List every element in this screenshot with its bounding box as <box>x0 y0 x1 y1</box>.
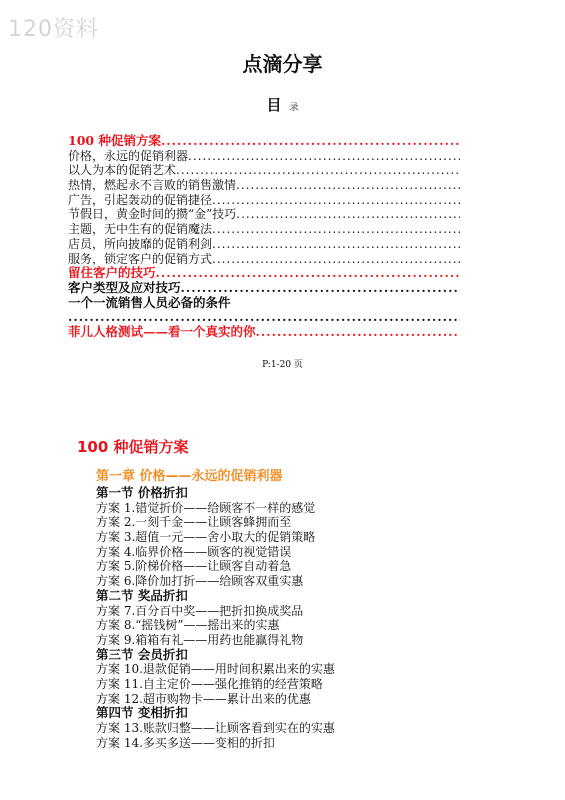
toc-entry <box>68 193 460 208</box>
plan-entry: 方案 5.阶梯价格——让顾客自动着急 <box>96 559 292 574</box>
toc-entry <box>68 178 460 193</box>
plan-entry: 方案 3.超值一元——舍小取大的促销策略 <box>96 530 316 545</box>
toc-entry <box>68 149 460 164</box>
toc-leader-dots <box>181 281 460 296</box>
toc-entry-label: 店员，所向披靡的促销利剑 <box>68 236 213 251</box>
section-heading: 第三节 会员折扣 <box>96 646 188 662</box>
toc-entry-label: 留住客户的技巧 <box>68 266 156 281</box>
toc-leader-dots <box>68 310 460 325</box>
toc-entry-label: 服务，锁定客户的促销方式 <box>68 251 213 266</box>
plan-entry: 方案 4.临界价格——顾客的视觉错误 <box>96 544 292 559</box>
toc-leader-dots <box>212 252 460 267</box>
toc-entry-label: 100 种促销方案 <box>68 134 161 148</box>
plan-entry: 方案 1.错觉折价——给顾客不一样的感觉 <box>96 500 316 515</box>
plan-entry: 方案 10.退款促销——用时间积累出来的实惠 <box>96 662 335 677</box>
plan-entry: 方案 7.百分百中奖——把折扣换成奖品 <box>96 603 304 618</box>
chapter-title: 第一章 价格——永远的促销利器 <box>96 469 283 484</box>
toc-entry <box>68 163 460 178</box>
toc-entry <box>68 134 460 149</box>
toc-entry-label: 菲儿人格测试——看一个真实的你 <box>68 324 256 339</box>
plan-entry: 方案 6.降价加打折——给顾客双重实惠 <box>96 574 304 589</box>
section-heading: 第四节 变相折扣 <box>96 705 188 721</box>
toc-leader-dots <box>176 163 460 178</box>
section-title: 100 种促销方案 <box>77 438 189 456</box>
toc-leader-dots <box>212 237 460 252</box>
plan-list <box>96 468 335 750</box>
toc-entry-label: 一个一流销售人员必备的条件 <box>68 295 231 310</box>
toc-entry-label: 热情，燃起永不言败的销售激情 <box>68 178 237 193</box>
plan-entry: 方案 2.一刻千金——让顾客蜂拥而至 <box>96 515 292 530</box>
toc-entry <box>68 207 460 222</box>
toc-leader-dots <box>236 207 460 222</box>
toc-leader-dots <box>161 134 460 149</box>
watermark: 120资料 <box>8 17 99 42</box>
toc-leader-dots <box>212 193 460 208</box>
table-of-contents <box>68 134 460 340</box>
toc-entry-label: 主题，无中生有的促销魔法 <box>68 222 213 237</box>
toc-heading-small: 录 <box>289 103 299 113</box>
toc-entry-label: 广告，引起轰动的促销捷径 <box>68 192 213 207</box>
section-heading: 第一节 价格折扣 <box>96 485 188 500</box>
toc-entry <box>68 266 460 281</box>
toc-entry <box>68 296 460 311</box>
toc-entry <box>68 281 460 296</box>
toc-entry <box>68 252 460 267</box>
plan-entry: 方案 9.箱箱有礼——用药也能赢得礼物 <box>96 632 304 647</box>
plan-entry: 方案 8.“摇钱树”——摇出来的实惠 <box>96 618 280 633</box>
toc-entry-label: 节假日，黄金时间的攒“金”技巧 <box>68 207 237 222</box>
toc-entry-label: 客户类型及应对技巧 <box>68 280 181 295</box>
toc-leader-dots <box>156 266 460 281</box>
toc-entry <box>68 325 460 340</box>
toc-entry <box>68 222 460 237</box>
plan-entry: 方案 13.账款归整——让顾客看到实在的实惠 <box>96 721 335 735</box>
toc-entry <box>68 310 460 325</box>
toc-leader-dots <box>188 149 460 164</box>
toc-leader-dots <box>256 325 460 340</box>
section-heading: 第二节 奖品折扣 <box>96 587 188 603</box>
toc-heading-main: 目 <box>266 96 282 114</box>
toc-entry-label: 以人为本的促销艺术 <box>68 163 177 178</box>
plan-entry: 方案 12.超市购物卡——累计出来的优惠 <box>96 691 311 706</box>
toc-heading <box>0 94 565 115</box>
plan-entry: 方案 11.自主定价——强化推销的经营策略 <box>96 676 323 691</box>
page-title: 点滴分享 <box>242 52 323 76</box>
toc-leader-dots <box>236 178 460 193</box>
toc-entry <box>68 237 460 252</box>
page-range: P:1-20 页 <box>262 360 303 370</box>
plan-entry: 方案 14.多买多送——变相的折扣 <box>96 735 275 750</box>
toc-leader-dots <box>212 222 460 237</box>
toc-entry-label: 价格，永远的促销利器 <box>68 148 189 163</box>
